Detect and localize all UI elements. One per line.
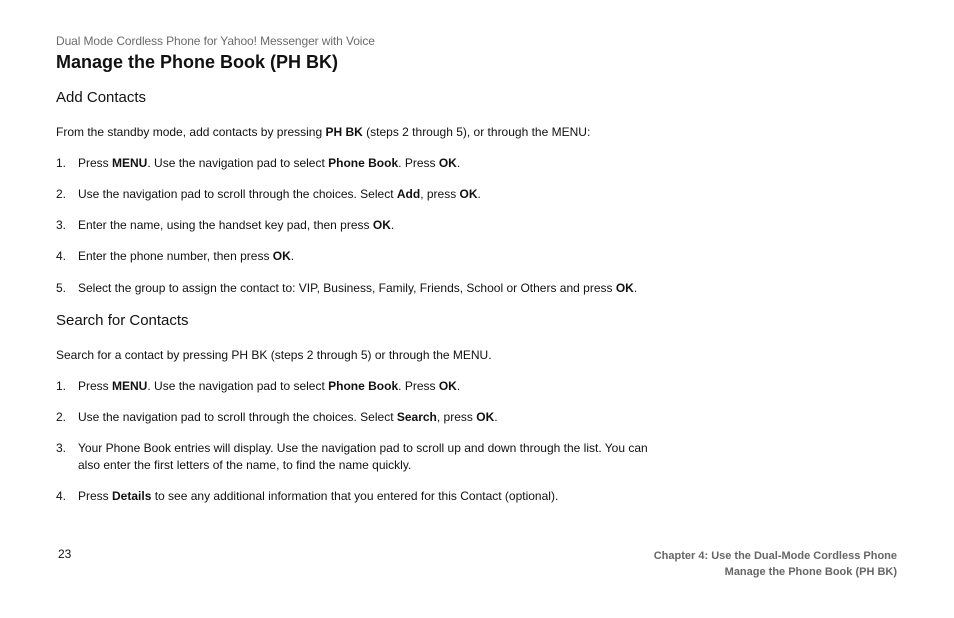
- step-text: [78, 155, 668, 172]
- text-run: Press: [78, 156, 113, 170]
- text-run: Enter the name, using the handset key pad, then press: [78, 218, 373, 232]
- search-contacts-intro: [56, 348, 666, 362]
- footer-section: Manage the Phone Book (PH BK): [724, 566, 897, 578]
- bold-term: OK: [615, 281, 634, 295]
- text-run: , press: [420, 187, 460, 201]
- bold-term: OK: [372, 218, 391, 232]
- step-number: 2.: [56, 187, 67, 201]
- step-text: [78, 488, 668, 505]
- text-run: , press: [436, 410, 477, 424]
- footer-chapter: Chapter 4: Use the Dual-Mode Cordless Phone: [653, 550, 897, 562]
- text-run: Use the navigation pad to scroll through the choices. Select: [78, 410, 397, 424]
- text-run: . Use the navigation pad to select: [147, 379, 329, 393]
- bold-term: Details: [112, 489, 152, 503]
- bold-term: PH BK: [325, 125, 363, 139]
- text-run: . Press: [398, 156, 439, 170]
- text-run: Select the group to assign the contact to: VIP, Business, Family, Friends, School or Others and press: [78, 281, 616, 295]
- text-run: . Press: [398, 379, 439, 393]
- bold-term: Phone Book: [328, 379, 399, 393]
- section-title-search-contacts: Search for Contacts: [56, 312, 189, 329]
- bold-term: OK: [438, 156, 457, 170]
- add-contacts-intro: [56, 125, 666, 139]
- text-run: .: [290, 249, 295, 263]
- text-run: (steps 2 through 5), or through the MENU:: [362, 125, 591, 139]
- step-text: [78, 186, 668, 203]
- step-text: [78, 217, 668, 234]
- bold-term: OK: [272, 249, 291, 263]
- footer-chapter-info: [654, 548, 897, 580]
- page-title: Manage the Phone Book (PH BK): [56, 52, 339, 72]
- text-run: Press: [78, 379, 113, 393]
- step-number: 3.: [56, 218, 67, 232]
- text-run: .: [456, 379, 461, 393]
- text-run: From the standby mode, add contacts by pressing: [56, 125, 326, 139]
- text-run: Use the navigation pad to scroll through the choices. Select: [78, 187, 397, 201]
- step-text: [78, 280, 668, 297]
- text-run: .: [456, 156, 461, 170]
- bold-term: Phone Book: [328, 156, 399, 170]
- text-run: Press: [78, 489, 113, 503]
- bold-term: Search: [396, 410, 437, 424]
- bold-term: MENU: [112, 379, 148, 393]
- text-run: Search for a contact by pressing PH BK (steps 2 through 5) or through the MENU.: [56, 348, 492, 362]
- running-header: Dual Mode Cordless Phone for Yahoo! Messenger with Voice: [56, 34, 375, 48]
- page-number: 23: [58, 547, 72, 561]
- text-run: to see any additional information that you entered for this Contact (optional).: [151, 489, 559, 503]
- text-run: .: [477, 187, 481, 201]
- text-run: Your Phone Book entries will display. Use the navigation pad to scroll up and down through the list. You can also enter the first letters of the name, to find the name quickly.: [78, 441, 648, 472]
- bold-term: MENU: [112, 156, 148, 170]
- text-run: Enter the phone number, then press: [78, 249, 273, 263]
- step-text: [78, 409, 668, 426]
- bold-term: OK: [476, 410, 495, 424]
- text-run: .: [494, 410, 498, 424]
- step-number: 3.: [56, 441, 67, 455]
- bold-term: OK: [459, 187, 478, 201]
- step-text: [78, 248, 668, 265]
- bold-term: Add: [396, 187, 421, 201]
- step-number: 1.: [56, 379, 67, 393]
- step-number: 2.: [56, 410, 67, 424]
- step-number: 4.: [56, 249, 67, 263]
- step-number: 5.: [56, 281, 67, 295]
- text-run: .: [390, 218, 395, 232]
- section-title-add-contacts: Add Contacts: [56, 89, 147, 106]
- bold-term: OK: [438, 379, 457, 393]
- step-text: [78, 440, 668, 474]
- text-run: .: [633, 281, 638, 295]
- step-number: 4.: [56, 489, 67, 503]
- step-text: [78, 378, 668, 395]
- step-number: 1.: [56, 156, 67, 170]
- text-run: . Use the navigation pad to select: [147, 156, 329, 170]
